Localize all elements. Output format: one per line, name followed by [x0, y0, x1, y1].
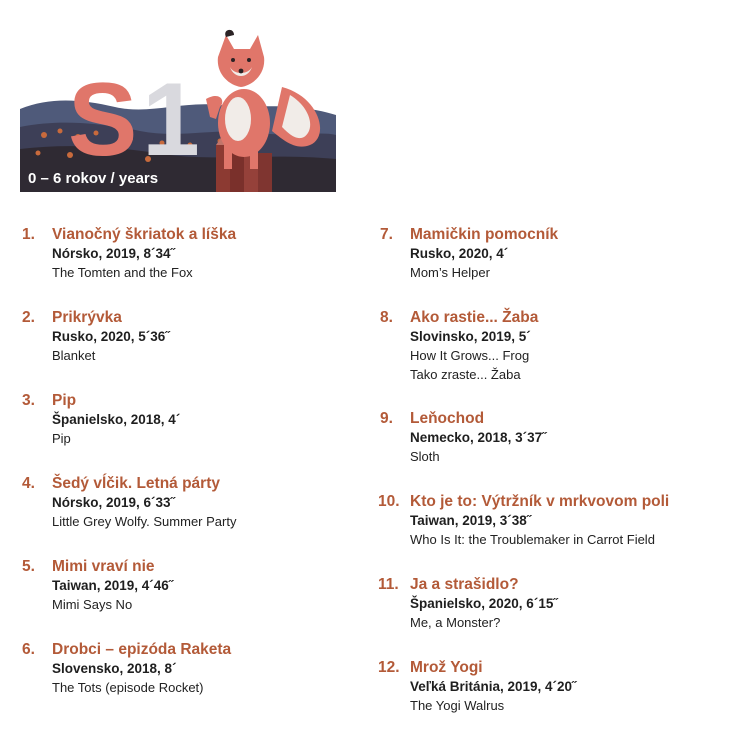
- film-entry: [22, 640, 352, 697]
- film-alt-title: Me, a Monster?: [410, 615, 501, 630]
- film-title: Kto je to: Výtržník v mrkvovom poli: [410, 493, 670, 510]
- film-alt-title: Mom’s Helper: [410, 265, 490, 280]
- film-title: Leňochod: [410, 410, 485, 427]
- film-meta: Taiwan, 2019, 4´46˝: [52, 578, 174, 593]
- film-title: Ako rastie... Žaba: [410, 309, 539, 326]
- film-alt-title: How It Grows... Frog: [410, 348, 530, 363]
- film-meta: Slovensko, 2018, 8´: [52, 661, 177, 676]
- film-entry: [22, 557, 352, 640]
- film-title: Vianočný škriatok a líška: [52, 226, 237, 243]
- section-number-1: 1: [142, 62, 200, 178]
- film-meta: Rusko, 2020, 4´: [410, 246, 509, 261]
- film-alt-title: The Tomten and the Fox: [52, 265, 193, 280]
- film-number: 6.: [22, 641, 35, 658]
- film-alt-title: Blanket: [52, 348, 96, 363]
- film-number: 4.: [22, 475, 35, 492]
- film-title: Ja a strašidlo?: [410, 576, 519, 593]
- film-entry: [22, 308, 352, 391]
- film-number: 5.: [22, 558, 35, 575]
- film-alt-title: Sloth: [410, 449, 440, 464]
- film-alt-title: Mimi Says No: [52, 597, 133, 612]
- film-meta: Slovinsko, 2019, 5´: [410, 329, 531, 344]
- film-entry: [380, 409, 740, 492]
- film-number: 2.: [22, 309, 35, 326]
- film-meta: Veľká Británia, 2019, 4´20˝: [410, 679, 577, 694]
- film-number: 8.: [380, 309, 393, 326]
- film-number: 12.: [378, 659, 400, 676]
- film-alt-title: Little Grey Wolfy. Summer Party: [52, 514, 237, 529]
- film-entry: [380, 308, 740, 409]
- film-number: 11.: [378, 576, 399, 593]
- film-entry: [22, 225, 352, 308]
- film-title: Pip: [52, 392, 77, 409]
- film-number: 1.: [22, 226, 35, 243]
- film-meta: Nemecko, 2018, 3´37˝: [410, 430, 547, 445]
- film-list-left: [22, 225, 352, 697]
- section-letter-s: S: [68, 62, 138, 178]
- film-alt-title: The Tots (episode Rocket): [52, 680, 204, 695]
- film-alt-title: The Yogi Walrus: [410, 698, 505, 713]
- film-title: Mrož Yogi: [410, 659, 483, 676]
- film-entry: [380, 658, 740, 715]
- film-list-right: [380, 225, 740, 715]
- film-entry: [380, 225, 740, 308]
- banner-illustration: [20, 27, 336, 192]
- film-meta: Nórsko, 2019, 8´34˝: [52, 246, 176, 261]
- film-entry: [22, 391, 352, 474]
- film-alt-title-2: Tako zraste... Žaba: [410, 367, 521, 382]
- film-number: 9.: [380, 410, 393, 427]
- film-meta: Španielsko, 2020, 6´15˝: [410, 596, 558, 611]
- film-meta: Nórsko, 2019, 6´33˝: [52, 495, 176, 510]
- film-title: Mimi vraví nie: [52, 558, 155, 575]
- film-entry: [22, 474, 352, 557]
- film-title: Prikrývka: [52, 309, 122, 326]
- age-range-label: 0 – 6 rokov / years: [28, 170, 159, 187]
- film-meta: Taiwan, 2019, 3´38˝: [410, 513, 532, 528]
- film-entry: [380, 492, 740, 575]
- film-meta: Španielsko, 2018, 4´: [52, 412, 181, 427]
- section-banner: [20, 27, 336, 192]
- film-alt-title: Pip: [52, 431, 71, 446]
- film-entry: [380, 575, 740, 658]
- film-number: 3.: [22, 392, 35, 409]
- film-title: Mamičkin pomocník: [410, 226, 559, 243]
- film-alt-title: Who Is It: the Troublemaker in Carrot Field: [410, 532, 655, 547]
- film-number: 10.: [378, 493, 400, 510]
- film-title: Šedý vĺčik. Letná párty: [52, 475, 220, 492]
- film-title: Drobci – epizóda Raketa: [52, 641, 232, 658]
- film-number: 7.: [380, 226, 393, 243]
- film-meta: Rusko, 2020, 5´36˝: [52, 329, 170, 344]
